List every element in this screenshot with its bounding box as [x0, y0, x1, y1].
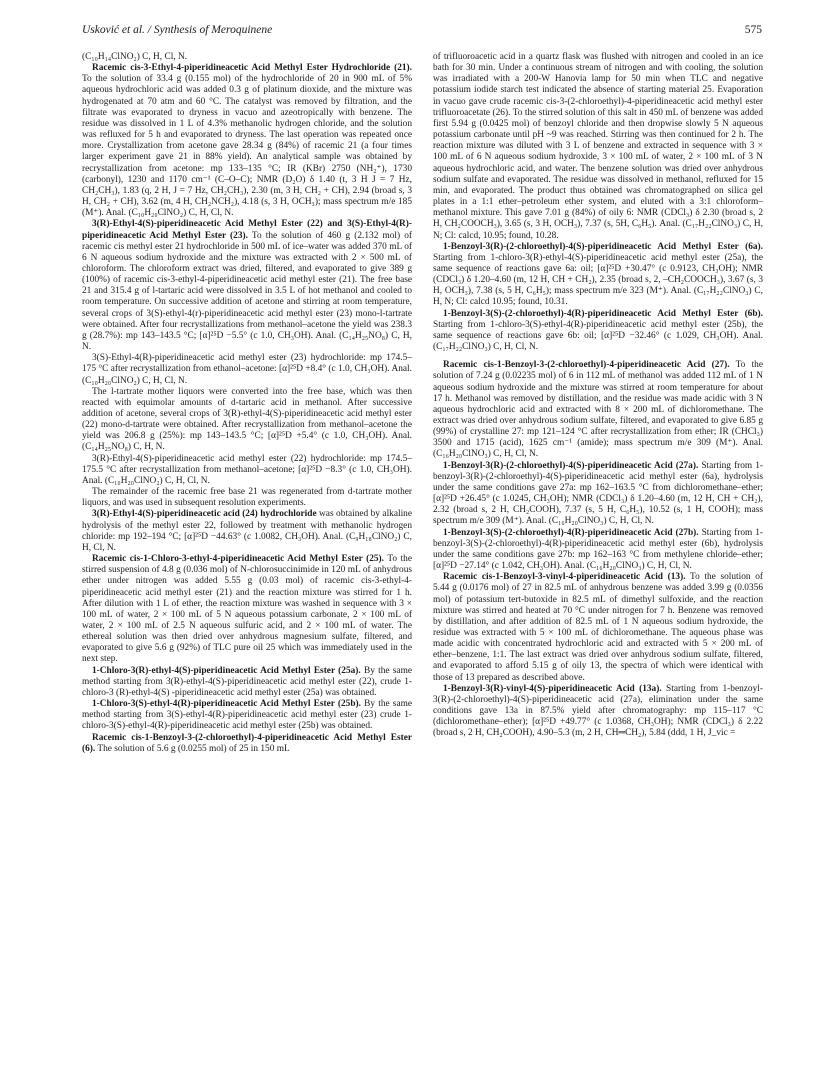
paragraph-text: 3(S)-Ethyl-4(R)-piperidineacetic acid methyl ester (23) hydrochloride: mp 174.5–175 °C after recrystallization from ethanol–acetone: [α]²⁵D +8.4° (c 1.0, CH₃OH). Anal. (C₁₀H₂₀ClNO₂) C, H, Cl, N. [82, 353, 412, 386]
paragraph-text: Starting from 1-benzoyl-3(S)-(2-chloroethyl)-4(R)-piperidineacetic acid methyl ester (6b), hydrolysis under the same conditions gave 27b: mp 162–163 °C from methylene chloride–ether; [α]²⁵D −27.14° (c 1.042, CH₃OH). Anal. (C₁₆H₂₀ClNO₃) C, H, Cl, N. [433, 527, 763, 572]
paragraph-text: The solution of 5.6 g (0.0255 mol) of 25 in 150 mL [95, 743, 290, 754]
paragraph [82, 699, 412, 732]
paragraph [82, 52, 412, 63]
paragraph [433, 242, 763, 309]
paragraph-text: of trifluoroacetic acid in a quartz flask was flushed with nitrogen and cooled in an ice bath for 30 min. Under a continuous stream of nitrogen and with cooling, the solution was irradiated with a 200-W Hanovia lamp for 50 min when TLC and negative potassium iodide starch test indicated the absence of starting material 25. Evaporation in vacuo gave crude racemic cis-3-(2-chloroethyl)-4-piperidineacetic acid methyl ester trifluoroacetate (26). To the stirred solution of this salt in 450 mL of benzene was added first 5.94 g (0.0425 mol) of benzoyl chloride and then dropwise slowly 5 N aqueous potassium carbonate until pH ~9 was reached. Stirring was then continued for 2 h. The reaction mixture was diluted with 3 L of benzene and extracted in sequence with 3 × 100 mL of 6 N aqueous sodium hydroxide, 3 × 100 mL of water, 2 × 100 mL of 3 N aqueous hydrochloric acid, and water. The benzene solution was dried over anhydrous sodium sulfate and evaporated. The residue was dissolved in methanol, refluxed for 15 min, and evaporated. The product thus obtained was chromatographed on silica gel plates in a 1:1 ether–petroleum ether system, and eluted with a 3:1 chloroform–methanol mixture. This gave 7.01 g (84%) of oily 6: NMR (CDCl₃) δ 2.30 (broad s, 2 H, CH₂COOCH₃), 3.65 (s, 3 H, OCH₃), 7.37 (s, 5H, C₆H₅). Anal. (C₁₇H₂₂ClNO₃) C, H, N; Cl: calcd, 10.95; found, 10.28. [433, 52, 763, 241]
paragraph [82, 353, 412, 386]
running-head-authors: Usković et al. / Synthesis of Meroquinene [82, 24, 273, 36]
paragraph-text: was obtained by alkaline hydrolysis of the methyl ester 22, followed by treatment with methanolic hydrogen chloride: mp 192–194 °C; [α]²⁵D −44.63° (c 1.0082, CH₃OH). Anal. (C₉H₁₈ClNO₂) C, H, Cl, N. [82, 509, 412, 553]
section-heading: Racemic cis-1-Benzoyl-3-vinyl-4-piperidineacetic Acid (13). [443, 572, 686, 583]
section-heading: 1-Benzoyl-3(S)-(2-chloroethyl)-4(R)-piperidineacetic Acid Methyl Ester (6b). [443, 308, 763, 319]
section-heading: 1-Benzoyl-3(R)-(2-chloroethyl)-4(S)-piperidineacetic Acid (27a). [443, 460, 699, 471]
left-column [82, 52, 412, 755]
paragraph [82, 63, 412, 219]
paragraph [82, 733, 412, 755]
paragraph-text: (C₁₀H₁₄ClNO₂) C, H, Cl, N. [82, 52, 188, 62]
paragraph-text: Starting from 1-chloro-3(R)-ethyl-4(S)-piperidineacetic acid methyl ester (25a), the same sequence of reactions gave 6a: oil; [α]²⁵D +30.47° (c 0.9123, CH₃OH); NMR (CDCl₃) δ 1.20–4.60 (m, 12 H, CH + CH₂), 2.35 (broad s, 2, –CH₂COOCH₃), 3.67 (s, 3 H, OCH₃), 7.38 (s, 5 H, C₆H₅); mass spectrum m/e 323 (M⁺). Anal. (C₁₇H₂₂ClNO₃) C, H, N; Cl: calcd 10.95; found, 10.31. [433, 252, 763, 308]
paragraph [433, 528, 763, 573]
section-heading: 1-Benzoyl-3(S)-(2-chloroethyl)-4(R)-piperidineacetic Acid (27b). [443, 527, 699, 538]
paragraph-text: Starting from 1-chloro-3(S)-ethyl-4(R)-piperidineacetic acid methyl ester (25b), the same sequence of reactions gave 6b: oil; [α]²⁵D −32.46° (c 1.029, CH₃OH). Anal. (C₁₇H₂₂ClNO₃) C, H, Cl, N. [433, 319, 763, 353]
section-heading: Racemic cis-1-Benzoyl-3-(2-chloroethyl)-4-piperidineacetic Acid Methyl Ester (6). [82, 732, 412, 754]
running-head [82, 24, 762, 40]
paragraph [82, 554, 412, 666]
paragraph [82, 454, 412, 487]
section-heading: Racemic cis-1-Chloro-3-ethyl-4-piperidineacetic Acid Methyl Ester (25). [92, 554, 384, 565]
paragraph [82, 666, 412, 699]
section-heading: Racemic cis-3-Ethyl-4-piperidineacetic Acid Methyl Ester Hydrochloride (21). [92, 63, 412, 74]
section-heading: 1-Chloro-3(R)-ethyl-4(S)-piperidineacetic Acid Methyl Ester (25a). [92, 665, 361, 676]
paragraph [82, 487, 412, 509]
paragraph-text: To the stirred suspension of 4.8 g (0.036 mol) of N-chlorosuccinimide in 120 mL of anhydrous ether under nitrogen was added 5.55 g (0.03 mol) of racemic cis-3-ethyl-4-piperidineacetic acid methyl ester (21) and the reaction mixture was stirred for 1 h. After dilution with 1 L of ether, the reaction mixture was washed in sequence with 3 × 100 mL of water, 2 × 100 mL of 5 N aqueous potassium carbonate, 2 × 100 mL of water, 2 × 100 mL of 2.5 N aqueous sulfuric acid, and 2 × 100 mL of water. The ethereal solution was then dried over anhydrous magnesium sulfate, filtered, and evaporated to give 5.6 g (92%) of TLC pure oil 25 which was immediately used in the next step. [82, 554, 412, 665]
paragraph [433, 572, 763, 684]
paragraph [82, 387, 412, 454]
section-heading: 3(R)-Ethyl-4(S)-piperidineacetic acid (24) hydrochloride [92, 509, 317, 520]
paragraph-text: The remainder of the racemic free base 21 was regenerated from d-tartrate mother liquors, and was used in subsequent resolution experiments. [82, 487, 412, 509]
paragraph-text: To the solution of 460 g (2.132 mol) of racemic cis methyl ester 21 hydrochloride in 500 mL of ice–water was added 370 mL of 6 N aqueous sodium hydroxide and the mixture was extracted with 2 × 500 mL of chloroform. The chloroform extract was dried, filtered, and evaporated to give 389 g (100%) of racemic cis-3-ethyl-4-piperidineacetic acid methyl ester (21). The free base 21 and 315.4 g of l-tartaric acid were dissolved in 3.5 L of hot methanol and cooled to room temperature. On successive addition of acetone and stirring at room temperature, several crops of 3(S)-ethyl-4(r)-piperidineacetic acid methyl ester (23) mono-l-tartrate were obtained. After four recrystallizations from methanol–acetone the yield was 238.3 g (28.7%): mp 143–143.5 °C; [α]²⁵D −5.5° (c 1.0, CH₃OH). Anal. (C₁₄H₂₅NO₈) C, H, N. [82, 230, 412, 353]
section-heading: 1-Chloro-3(S)-ethyl-4(R)-piperidineacetic Acid Methyl Ester (25b). [92, 699, 361, 710]
paragraph [433, 360, 763, 460]
section-heading: 1-Benzoyl-3(R)-(2-chloroethyl)-4(S)-piperidineacetic Acid Methyl Ester (6a). [443, 241, 763, 252]
section-heading: Racemic cis-1-Benzoyl-3-(2-chloroethyl)-4-piperidineacetic Acid (27). [443, 360, 730, 371]
paragraph [433, 309, 763, 354]
paragraph [433, 461, 763, 528]
section-heading: 1-Benzoyl-3(R)-vinyl-4(S)-piperidineacetic Acid (13a). [443, 683, 662, 694]
paragraph [433, 684, 763, 740]
paragraph-text: To the solution of 5.44 g (0.0176 mol) of 27 in 82.5 mL of anhydrous benzene was added 3.99 g (0.0356 mol) of potassium tert-butoxide in 82.5 mL of dimethyl sulfoxide, and the reaction mixture was stirred and heated at 70 °C under nitrogen for 7 h. Benzene was removed by distillation, and after addition of 82.5 mL of 1 N aqueous sodium hydroxide, the residue was extracted with 5 × 100 mL of dichloromethane. The aqueous phase was made acidic with concentrated hydrochloric acid and extracted with 5 × 200 mL of ether–benzene, 1:1. The last extract was dried over anhydrous sodium sulfate, filtered, and evaporated to afford 5.15 g of oily 13, the spectra of which were identical with those of 13 prepared as described above. [433, 572, 763, 683]
paragraph-text: By the same method starting from 3(R)-ethyl-4(S)-piperidineacetic acid methyl ester (22), crude 1-chloro-3 (R)-ethyl-4(S) -piperidineacetic acid methyl ester (25a) was obtained. [82, 665, 412, 698]
paragraph-text: By the same method starting from 3(S)-ethyl-4(R)-piperidineacetic acid methyl ester (23) crude 1-chloro-3(S)-ethyl-4(R)-piperidineacetic acid methyl ester (25b) was obtained. [82, 699, 413, 732]
paragraph-text: 3(R)-Ethyl-4(S)-piperidineacetic acid methyl ester (22) hydrochloride: mp 174.5–175.5 °C after recrystallization from methanol–acetone; [α]²⁵D −8.3° (c 1.0, CH₃OH). Anal. (C₁₀H₂₀ClNO₂) C, H, Cl, N. [82, 453, 412, 486]
page-number: 575 [744, 24, 762, 36]
paragraph-text: Starting from 1-benzoyl-3(R)-(2-chloroethyl)-4(S)-piperidineacetic acid (27a), elimination under the same conditions gave 13a in 87.5% yield after chromatography: mp 115–117 °C (dichloromethane–ether); [α]²⁵D +49.77° (c 1.0368, CH₃OH); NMR (CDCl₃) δ 2.22 (broad s, 2 H, CH₂COOH), 4.90–5.3 (m, 2 H, CH═CH₂), 5.84 (ddd, 1 H, J_vic = [433, 683, 763, 739]
paragraph-text: To the solution of 33.4 g (0.155 mol) of the hydrochloride of 20 in 900 mL of 5% aqueous hydrochloric acid was added 0.3 g of platinum dioxide, and the mixture was hydrogenated at 70 atm and 60 °C. The catalyst was removed by filtration, and the filtrate was evaporated to dryness in vacuo and azeotropically with benzene. The residue was dissolved in 1 L of 4.3% methanolic hydrogen chloride, and the solution was refluxed for 5 h and evaporated to dryness. The last operation was repeated once more. Crystallization from acetone gave 28.34 g (84%) of racemic 21 (a four times larger experiment gave 21 in 88% yield). An analytical sample was obtained by recrystallization from acetone: mp 133–135 °C; IR (KBr) 2750 (NH₂⁺), 1730 (carbonyl), 1230 and 1170 cm⁻¹ (C–O–C); NMR (D₂O) δ 1.40 (t, 3 H J = 7 Hz, CH₂CH₃), 1.83 (q, 2 H, J = 7 Hz, CH₂CH₃), 2.30 (m, 3 H, CH₂ + CH), 2.94 (broad s, 3 H, CH₂ + CH), 3.62 (m, 4 H, CH₂NCH₂), 4.18 (s, 3 H, OCH₃); mass spectrum m/e 185 (M⁺). Anal. (C₁₀H₂₀ClNO₂) C, H, Cl, N. [82, 74, 412, 219]
right-column [433, 52, 763, 740]
paragraph [82, 509, 412, 554]
paragraph-text: To the solution of 7.24 g (0.02235 mol) of 6 in 112 mL of methanol was added 112 mL of 1 N aqueous sodium hydroxide and the mixture was stirred at room temperature for about 17 h. Methanol was removed by distillation, and the residue was made acidic with 3 N aqueous hydrochloric acid and extracted with 8 × 200 mL of dichloromethane. The extract was dried over anhydrous sodium sulfate, filtered, and evaporated to give 6.85 g (99%) of crystalline 27: mp 121–124 °C after recrystallization from ether; IR (CHCl₃) 3500 and 1715 (acid), 1625 cm⁻¹ (amide); mass spectrum m/e 309 (M⁺). Anal. (C₁₆H₂₀ClNO₃) C, H, Cl, N. [433, 360, 763, 460]
paragraph-text: Starting from 1-benzoyl-3(R)-(2-chloroethyl)-4(S)-piperidineacetic acid methyl ester (6a), hydrolysis under the same conditions gave 27a: mp 162–163.5 °C from dichloromethane–ether; [α]²⁵D +26.45° (c 1.0245, CH₃OH); NMR (CDCl₃) δ 1.20–4.60 (m, 12 H, CH + CH₂), 2.32 (broad s, 2 H, CH₂COOH), 7.37 (s, 5 H, C₆H₅), 10.52 (s, 1 H, COOH); mass spectrum m/e 309 (M⁺). Anal. (C₁₆H₂₀ClNO₃) C, H, Cl, N. [433, 460, 764, 527]
paragraph-text: The l-tartrate mother liquors were converted into the free base, which was then reacted with equimolar amounts of d-tartaric acid in methanol. After successive addition of acetone, several crops of 3(R)-ethyl-4(S)-piperidineacetic acid methyl ester (22) mono-d-tartrate were obtained. After recrystallization from methanol–acetone the yield was 206.8 g (25%): mp 143–143.5 °C; [α]²⁵D +5.4° (c 1.0, CH₃OH). Anal. (C₁₄H₂₅NO₈) C, H, N. [82, 386, 412, 453]
section-heading: 3(R)-Ethyl-4(S)-piperidineacetic Acid Methyl Ester (22) and 3(S)-Ethyl-4(R)-piperidineacetic Acid Methyl Ester (23). [82, 219, 412, 241]
paragraph [82, 219, 412, 353]
paragraph [433, 52, 763, 242]
